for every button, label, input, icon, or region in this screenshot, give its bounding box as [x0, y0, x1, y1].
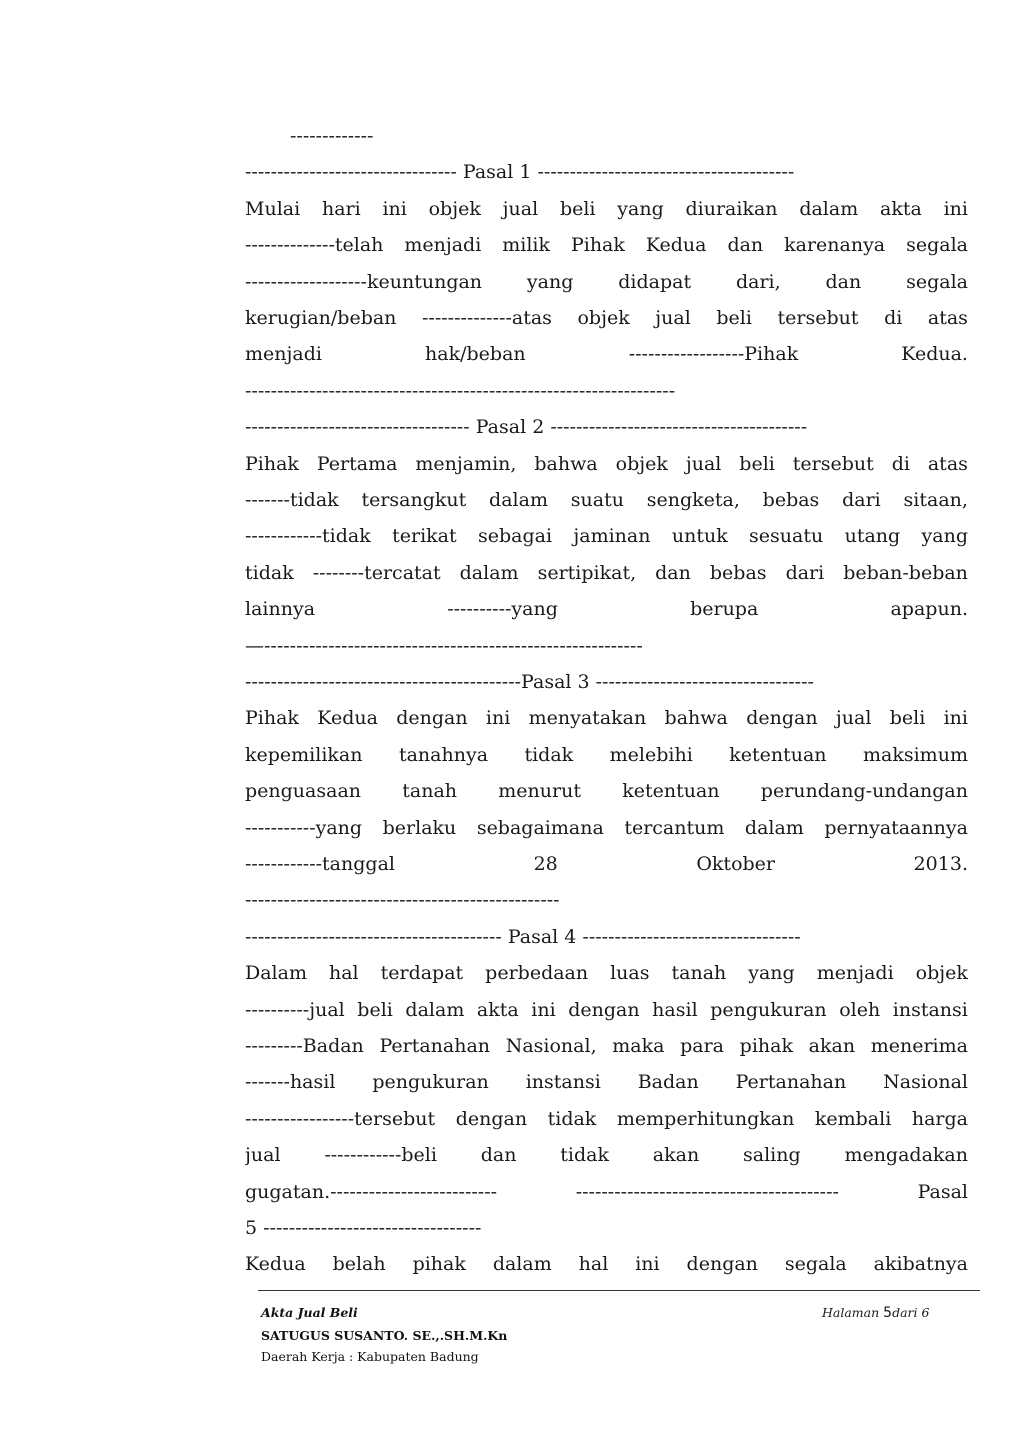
word: bebas — [762, 489, 820, 511]
word: dari — [842, 489, 881, 511]
word: instansi — [892, 998, 968, 1021]
footer-work-area: Daerah Kerja : Kabupaten Badung — [261, 1349, 479, 1364]
word: segala — [906, 270, 968, 293]
word: untuk — [671, 525, 728, 548]
document-line — [245, 1174, 968, 1210]
word: ini — [531, 998, 556, 1021]
word: beli — [889, 707, 926, 730]
word: Pihak — [245, 452, 299, 475]
word: bahwa — [534, 452, 598, 475]
word: pihak — [412, 1253, 466, 1276]
word: menjadi — [404, 234, 482, 257]
word: sebagai — [477, 525, 553, 548]
word: ------------------Pihak — [628, 343, 799, 366]
word: --------tercatat — [312, 561, 441, 584]
word: ------------tidak — [245, 525, 371, 548]
document-line — [245, 227, 968, 263]
word: Kedua — [317, 707, 378, 730]
word: ------------tanggal — [245, 853, 395, 875]
word: harga — [911, 1107, 968, 1130]
word: kembali — [814, 1107, 892, 1130]
word: berupa — [690, 598, 759, 621]
word: --------------atas — [421, 307, 552, 329]
word: Nasional, — [505, 1035, 597, 1057]
document-line — [245, 336, 968, 372]
word: jaminan — [573, 525, 651, 548]
word: beli — [357, 998, 393, 1021]
word: penguasaan — [245, 780, 362, 803]
page-suffix: dari 6 — [892, 1305, 930, 1320]
word: ----------------------------------------- — [575, 1180, 839, 1203]
word: pengukuran — [372, 1071, 489, 1094]
word: hasil — [652, 998, 698, 1021]
document-line: 5 ---------------------------------- — [245, 1217, 482, 1239]
word: perundang-undangan — [760, 780, 968, 803]
document-line — [245, 1137, 968, 1173]
word: dalam — [799, 197, 859, 220]
word: Kedua — [245, 1253, 306, 1276]
document-line: —----------------------------------------------------------- — [245, 634, 643, 657]
word: bahwa — [664, 707, 728, 730]
word: tersebut — [777, 307, 859, 329]
word: objek — [428, 197, 481, 220]
document-line: ----------------------------------- Pasal 2 ---------------------------------------- — [245, 416, 808, 439]
word: ---------Badan — [245, 1035, 364, 1057]
word: ketentuan — [729, 743, 827, 766]
word: maka — [612, 1035, 665, 1057]
word: utang — [844, 525, 901, 548]
document-line: ------------- — [290, 125, 374, 147]
word: Pertama — [316, 452, 398, 475]
word: tidak — [524, 743, 574, 766]
word: pengukuran — [710, 998, 827, 1021]
word: lainnya — [245, 598, 316, 621]
word: dan — [480, 1144, 517, 1167]
word: dalam — [405, 998, 465, 1021]
document-line — [245, 264, 968, 300]
document-line — [245, 992, 968, 1028]
document-line — [245, 773, 968, 809]
word: yang — [617, 197, 664, 220]
word: Oktober — [696, 853, 775, 875]
word: tersangkut — [361, 489, 467, 511]
word: akan — [808, 1035, 856, 1057]
document-line — [245, 846, 968, 882]
word: terikat — [392, 525, 457, 548]
word: di — [891, 452, 910, 475]
word: jual — [502, 197, 539, 220]
document-line — [245, 446, 968, 482]
word: ini — [943, 197, 968, 220]
document-line — [245, 700, 968, 736]
document-line — [245, 737, 968, 773]
word: kepemilikan — [245, 743, 363, 766]
word: Dalam — [245, 962, 307, 985]
word: dan — [825, 270, 862, 293]
word: apapun. — [890, 598, 968, 621]
word: Pertanahan — [735, 1071, 847, 1094]
page-number: 5 — [883, 1305, 893, 1321]
word: belah — [332, 1253, 386, 1276]
word: sebagaimana — [476, 816, 604, 839]
word: oleh — [839, 998, 881, 1021]
word: ini — [943, 707, 968, 730]
word: berlaku — [382, 816, 457, 839]
word: sitaan, — [903, 489, 968, 511]
word: ini — [382, 197, 407, 220]
word: karenanya — [784, 234, 886, 257]
word: jual — [835, 707, 872, 730]
footer-divider — [258, 1290, 980, 1291]
word: dari — [785, 561, 825, 584]
word: Pihak — [570, 234, 625, 257]
footer-notary-name: SATUGUS SUSANTO. SE.,.SH.M.Kn — [261, 1328, 508, 1343]
word: dan — [727, 234, 764, 257]
word: 28 — [533, 853, 558, 875]
word: beban-beban — [843, 561, 968, 584]
document-line — [245, 591, 968, 627]
word: mengadakan — [844, 1144, 968, 1167]
word: hal — [578, 1253, 609, 1276]
word: -------------------keuntungan — [245, 270, 483, 293]
word: dari, — [735, 270, 781, 293]
word: tersebut — [792, 452, 874, 475]
word: diuraikan — [685, 197, 778, 220]
word: -------tidak — [245, 489, 339, 511]
word: 2013. — [913, 853, 968, 875]
word: ini — [485, 707, 511, 730]
footer-page-indicator — [822, 1305, 929, 1321]
word: dengan — [746, 707, 818, 730]
word: jual — [685, 452, 722, 475]
word: Pihak — [245, 707, 299, 730]
word: para — [680, 1035, 725, 1057]
word: akta — [880, 197, 922, 220]
word: hal — [328, 962, 359, 985]
word: tidak — [245, 561, 294, 584]
document-line — [245, 555, 968, 591]
word: menjadi — [816, 962, 894, 985]
word: pernyataannya — [824, 816, 968, 839]
word: tanah — [402, 780, 458, 803]
word: dalam — [492, 1253, 552, 1276]
word: saling — [743, 1144, 801, 1167]
word: tanahnya — [398, 743, 489, 766]
word: atas — [927, 307, 968, 329]
word: bebas — [709, 561, 767, 584]
word: memperhitungkan — [616, 1107, 795, 1130]
word: maksimum — [863, 743, 968, 766]
word: ----------yang — [447, 598, 558, 621]
page-prefix: Halaman — [822, 1305, 884, 1320]
word: ----------jual — [245, 998, 345, 1021]
word: kerugian/beban — [245, 307, 397, 329]
word: tidak — [547, 1107, 597, 1130]
document-line — [245, 810, 968, 846]
word: atas — [927, 452, 968, 475]
word: dengan — [686, 1253, 758, 1276]
document-line: --------------------------------- Pasal 1 ---------------------------------------- — [245, 161, 795, 184]
word: ini — [635, 1253, 660, 1276]
word: akibatnya — [873, 1253, 968, 1276]
document-line — [245, 482, 968, 518]
word: tanah — [671, 962, 727, 985]
word: jual — [245, 1144, 281, 1167]
word: sertipikat, — [537, 561, 637, 584]
word: dalam — [459, 561, 519, 584]
word: perbedaan — [485, 962, 589, 985]
document-line: ------------------------------------------------- — [245, 889, 560, 912]
word: luas — [610, 962, 650, 985]
word: Pasal — [917, 1180, 968, 1203]
word: melebihi — [609, 743, 693, 766]
word: pihak — [739, 1035, 793, 1057]
word: suatu — [570, 489, 624, 511]
word: -----------------tersebut — [245, 1107, 436, 1130]
word: beli — [716, 307, 752, 329]
document-line — [245, 1064, 968, 1100]
word: Badan — [637, 1071, 699, 1094]
word: objek — [577, 307, 630, 329]
word: menerima — [870, 1035, 968, 1057]
word: terdapat — [380, 962, 464, 985]
word: Kedua. — [901, 343, 968, 366]
word: menurut — [498, 780, 581, 803]
word: akan — [652, 1144, 700, 1167]
word: beli — [739, 452, 775, 475]
word: sesuatu — [749, 525, 824, 548]
word: yang — [921, 525, 968, 548]
document-line — [245, 518, 968, 554]
word: objek — [915, 962, 968, 985]
word: -----------yang — [245, 816, 363, 839]
document-line: -------------------------------------------Pasal 3 ---------------------------------- — [245, 671, 814, 693]
document-line — [245, 1246, 968, 1282]
word: dengan — [455, 1107, 528, 1130]
word: dan — [655, 561, 691, 584]
document-line: ---------------------------------------- Pasal 4 ---------------------------------- — [245, 925, 801, 948]
word: yang — [526, 270, 574, 293]
word: segala — [906, 234, 968, 257]
word: Kedua — [645, 234, 707, 257]
word: --------------telah — [245, 234, 384, 257]
word: instansi — [525, 1071, 601, 1094]
word: segala — [784, 1253, 847, 1276]
word: ------------beli — [324, 1144, 437, 1167]
word: menyatakan — [528, 707, 647, 730]
word: Mulai — [245, 197, 301, 220]
word: -------hasil — [245, 1071, 336, 1094]
word: tidak — [560, 1144, 609, 1167]
word: akta — [476, 998, 519, 1021]
word: menjamin, — [415, 452, 517, 475]
word: tercantum — [624, 816, 725, 839]
word: didapat — [618, 270, 692, 293]
word: dalam — [489, 489, 548, 511]
word: Nasional — [883, 1071, 968, 1094]
word: objek — [615, 452, 668, 475]
word: ketentuan — [622, 780, 720, 803]
word: dengan — [568, 998, 640, 1021]
word: yang — [748, 962, 795, 985]
document-line — [245, 1028, 968, 1064]
document-line — [245, 955, 968, 991]
word: milik — [502, 234, 551, 257]
word: jual — [655, 307, 691, 329]
word: di — [884, 307, 903, 329]
document-line — [245, 1101, 968, 1137]
word: gugatan.-------------------------- — [245, 1180, 498, 1203]
word: dengan — [396, 707, 468, 730]
document-line: ------------------------------------------------------------------- — [245, 379, 676, 402]
word: hak/beban — [425, 343, 526, 366]
word: dalam — [744, 816, 804, 839]
word: menjadi — [245, 343, 322, 366]
word: Pertanahan — [379, 1035, 491, 1057]
footer-document-title: Akta Jual Beli — [261, 1305, 358, 1320]
word: hari — [321, 197, 361, 220]
document-line — [245, 191, 968, 227]
word: sengketa, — [646, 489, 740, 511]
word: beli — [559, 197, 596, 220]
document-line — [245, 300, 968, 336]
